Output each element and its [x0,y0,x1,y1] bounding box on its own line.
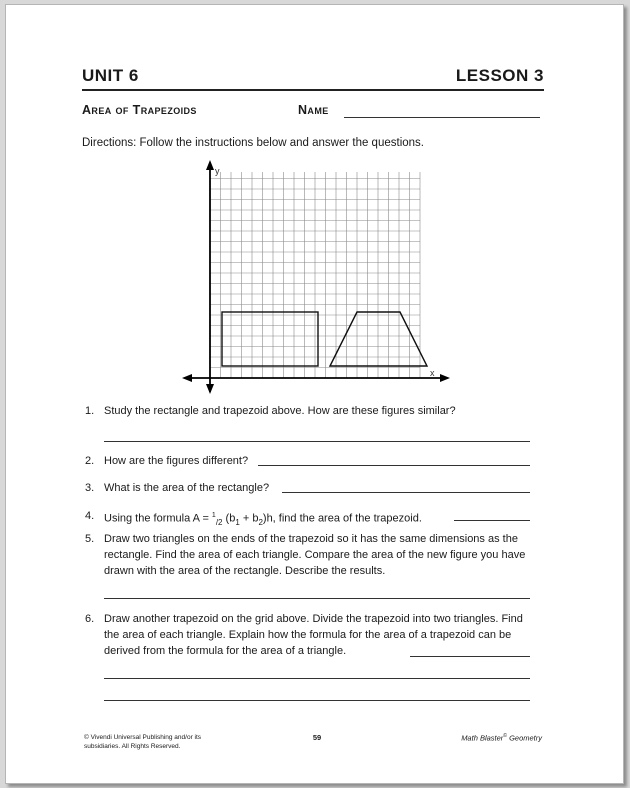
lesson-heading: LESSON 3 [455,66,544,85]
name-field[interactable] [344,117,540,118]
answer-line[interactable] [104,678,530,679]
header-rule [82,89,544,91]
copyright-notice: © Vivendi Universal Publishing and/or its subsidiaries. All Rights Reserved. [84,734,202,750]
x-axis-label: x [430,368,435,378]
question-number: 5. [85,533,95,545]
name-label: Name [298,103,329,117]
y-axis-arrow-down-icon [206,384,214,394]
question-number: 3. [85,482,95,494]
worksheet-page [5,4,624,784]
answer-line[interactable] [104,441,530,442]
question-number: 4. [85,510,95,522]
answer-line[interactable] [410,656,530,657]
answer-line[interactable] [282,492,530,493]
question-4-text: Using the formula A = $^1_{/2}$ $(b_1 + b_2)h$, find the area of the trapezoid. [104,512,422,527]
question-5-text: Draw two triangles on the ends of the trapezoid so it has the same dimensions as the rectangle. Find the area of each triangle. Compare the area of the new figure you have drawn with the area of the rectangle. Describe the results. [104,533,526,577]
unit-heading: UNIT 6 [82,66,139,85]
rectangle-figure [222,312,318,366]
question-number: 6. [85,613,95,625]
worksheet-title: Area of Trapezoids [82,103,197,117]
question-number: 1. [85,405,95,417]
x-axis-arrow-left-icon [182,374,192,382]
answer-line[interactable] [454,520,530,521]
y-axis-label: y [215,166,220,176]
answer-line[interactable] [104,598,530,599]
book-title: Math Blaster© Geometry [461,733,542,743]
trapezoid-figure [330,312,427,366]
question-2-text: How are the figures different? [104,455,249,467]
question-1-text: Study the rectangle and trapezoid above. How are these figures similar? [104,405,456,417]
question-3-text: What is the area of the rectangle? [104,482,270,494]
coordinate-grid [180,158,450,394]
page-number: 59 [312,733,322,742]
question-number: 2. [85,455,95,467]
y-axis-arrow-up-icon [206,160,214,170]
answer-line[interactable] [104,700,530,701]
question-6-text: Draw another trapezoid on the grid above. Divide the trapezoid into two triangles. Find the area of each triangle. Explain how the formula for the area of a trapezoid can be derived from the formula for the area of a triangle. [104,613,523,657]
x-axis-arrow-right-icon [440,374,450,382]
directions: Directions: Follow the instructions below and answer the questions. [82,137,424,149]
answer-line[interactable] [258,465,530,466]
